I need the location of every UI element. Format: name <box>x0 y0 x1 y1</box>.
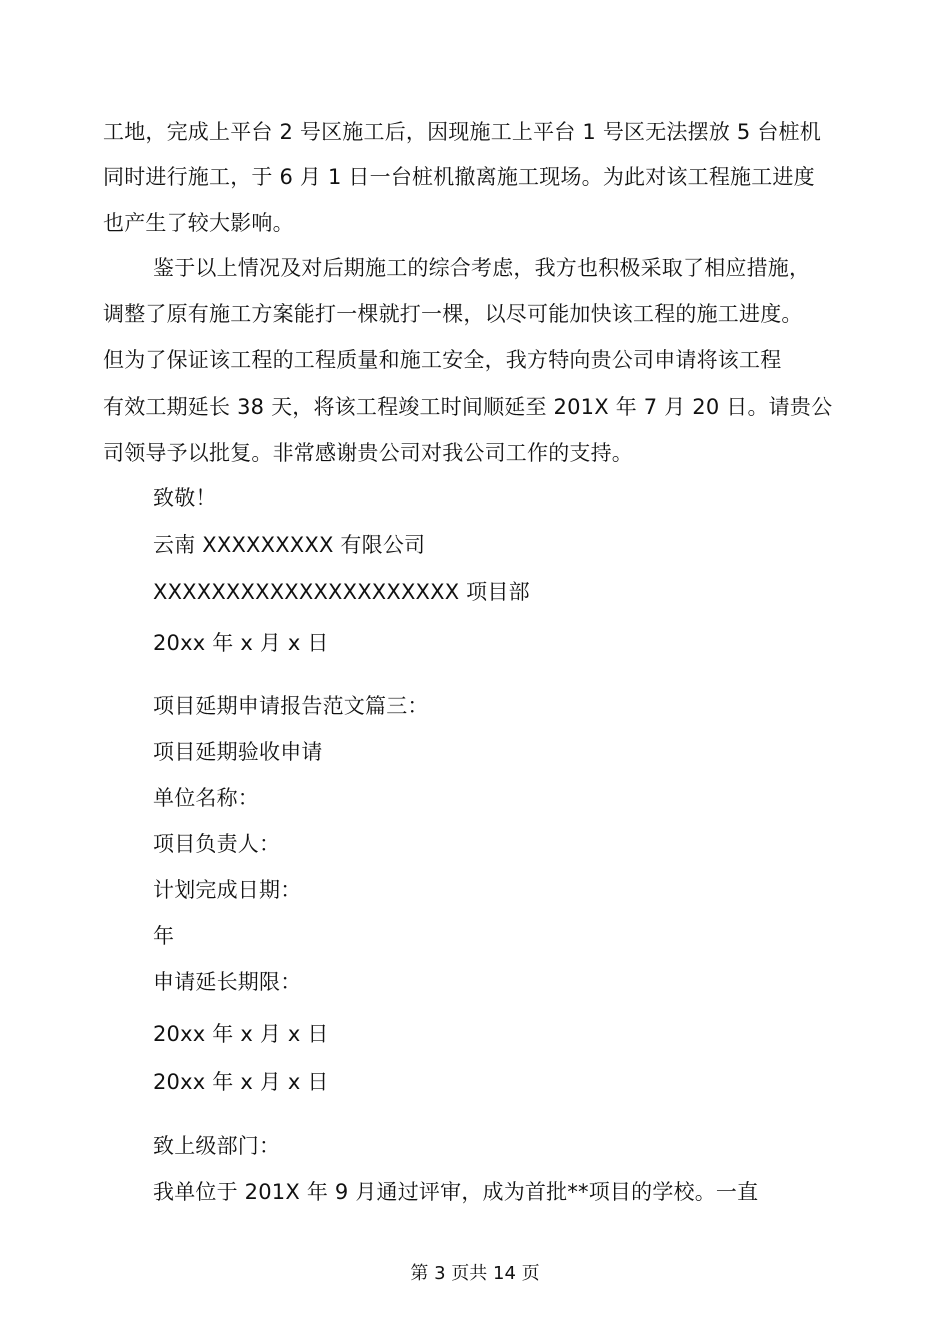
paragraph1-line-2: 同时进行施工，于 6 月 1 日一台桩机撤离施工现场。为此对该工程施工进度 <box>103 165 815 189</box>
extension-date-1: 20xx 年 x 月 x 日 <box>153 1022 329 1046</box>
project-leader-label: 项目负责人： <box>153 832 281 856</box>
closing-department: XXXXXXXXXXXXXXXXXXXXX 项目部 <box>153 580 530 604</box>
year-text: 年 <box>153 924 175 948</box>
addressee: 致上级部门： <box>153 1134 281 1158</box>
closing-date: 20xx 年 x 月 x 日 <box>153 631 329 655</box>
paragraph1-line-3: 也产生了较大影响。 <box>103 211 294 235</box>
section3-heading: 项目延期申请报告范文篇三： <box>153 694 429 718</box>
paragraph2-line-2: 调整了原有施工方案能打一棵就打一棵，以尽可能加快该工程的施工进度。 <box>103 302 803 326</box>
section3-title: 项目延期验收申请 <box>153 740 323 764</box>
page-number-footer: 第 3 页共 14 页 <box>410 1263 540 1284</box>
extension-label: 申请延长期限： <box>153 970 302 994</box>
closing-salute: 致敬！ <box>153 486 217 510</box>
paragraph2-line-4: 有效工期延长 38 天，将该工程竣工时间顺延至 201X 年 7 月 20 日。请贵公 <box>103 395 833 419</box>
section3-body-line-1: 我单位于 201X 年 9 月通过评审，成为首批**项目的学校。一直 <box>153 1180 759 1204</box>
extension-date-2: 20xx 年 x 月 x 日 <box>153 1070 329 1094</box>
unit-name-label: 单位名称： <box>153 786 259 810</box>
paragraph2-line-5: 司领导予以批复。非常感谢贵公司对我公司工作的支持。 <box>103 441 633 465</box>
closing-company: 云南 XXXXXXXXX 有限公司 <box>153 533 426 557</box>
planned-date-label: 计划完成日期： <box>153 878 302 902</box>
paragraph1-line-1: 工地，完成上平台 2 号区施工后，因现施工上平台 1 号区无法摆放 5 台桩机 <box>103 120 821 144</box>
paragraph2-line-1: 鉴于以上情况及对后期施工的综合考虑，我方也积极采取了相应措施， <box>153 256 811 280</box>
paragraph2-line-3: 但为了保证该工程的工程质量和施工安全，我方特向贵公司申请将该工程 <box>103 348 782 372</box>
